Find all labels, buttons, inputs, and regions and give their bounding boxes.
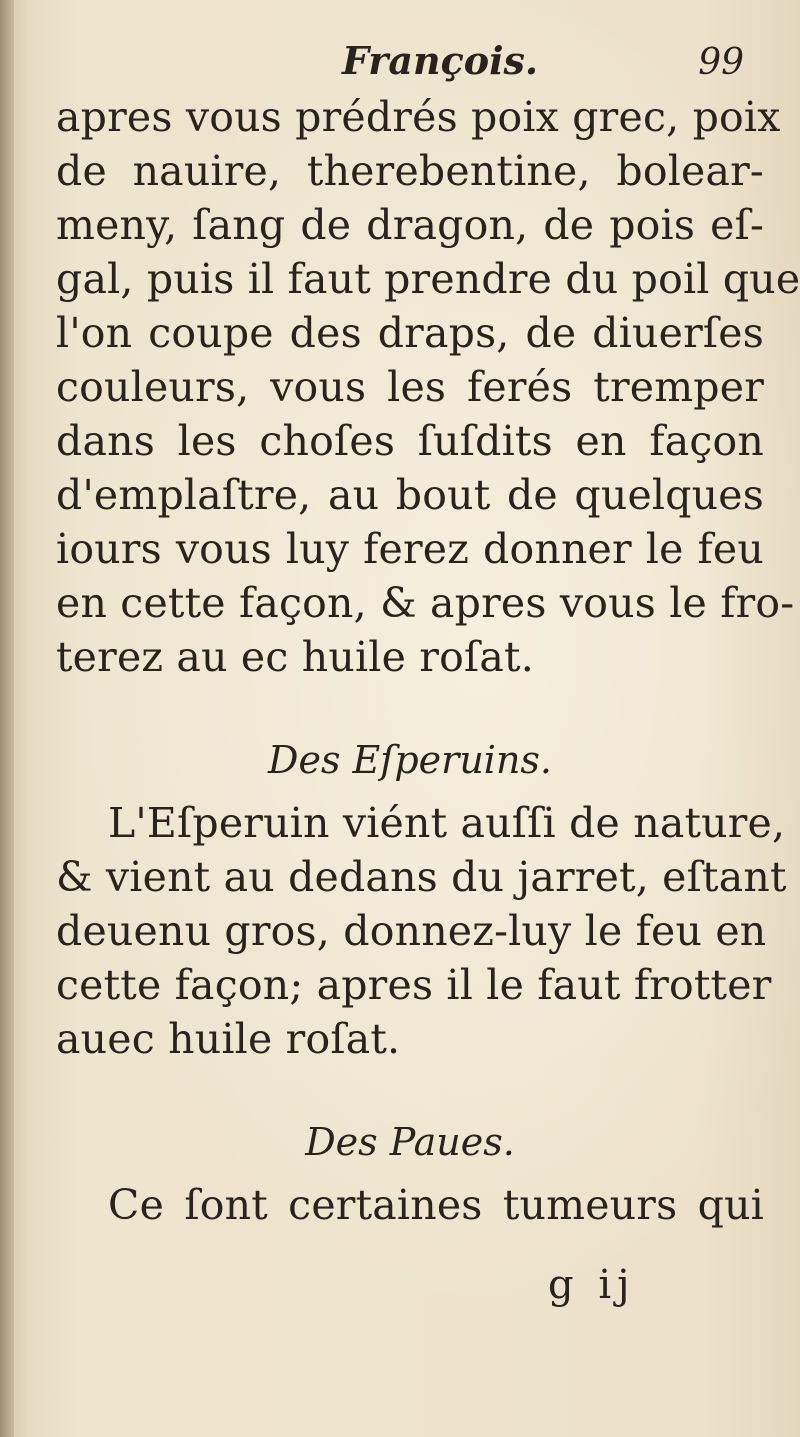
text-line: dans les choſes ſuſdits en façon bbox=[56, 417, 764, 465]
text-line: gal, puis il faut prendre du poil que bbox=[56, 255, 800, 303]
text-line: & vient au dedans du jarret, eſtant bbox=[56, 853, 787, 901]
text-line: d'emplaſtre, au bout de quelques bbox=[56, 471, 764, 519]
text-line: meny, ſang de dragon, de pois eſ- bbox=[56, 201, 764, 249]
section-heading-paues: Des Paues. bbox=[305, 1120, 515, 1164]
text-line: deuenu gros, donnez-luy le feu en bbox=[56, 907, 767, 955]
paragraph-2 bbox=[56, 796, 787, 1066]
section-heading-esperuins: Des Eſperuins. bbox=[268, 738, 552, 782]
page-gutter bbox=[0, 0, 14, 1437]
text-line: iours vous luy ferez donner le feu bbox=[56, 525, 764, 573]
text-line: apres vous prédrés poix grec, poix bbox=[56, 93, 781, 141]
paragraph-1 bbox=[56, 90, 800, 684]
signature-mark: g ij bbox=[548, 1262, 636, 1308]
text-line: Ce ſont certaines tumeurs qui bbox=[108, 1181, 764, 1229]
text-line: L'Eſperuin viént auſſi de nature, bbox=[108, 799, 786, 847]
running-title: François. bbox=[342, 38, 539, 83]
page-number: 99 bbox=[698, 42, 744, 83]
text-line: de nauire, therebentine, bolear- bbox=[56, 147, 764, 195]
text-block bbox=[56, 90, 800, 1232]
text-line: couleurs, vous les ferés tremper bbox=[56, 363, 764, 411]
text-line: l'on coupe des draps, de diuerſes bbox=[56, 309, 764, 357]
running-head bbox=[60, 38, 750, 88]
paragraph-3 bbox=[56, 1178, 764, 1232]
text-line: terez au ec huile roſat. bbox=[56, 633, 534, 681]
text-line: auec huile roſat. bbox=[56, 1015, 401, 1063]
text-line: en cette façon, & apres vous le fro- bbox=[56, 579, 795, 627]
text-line: cette façon; apres il le faut frotter bbox=[56, 961, 772, 1009]
